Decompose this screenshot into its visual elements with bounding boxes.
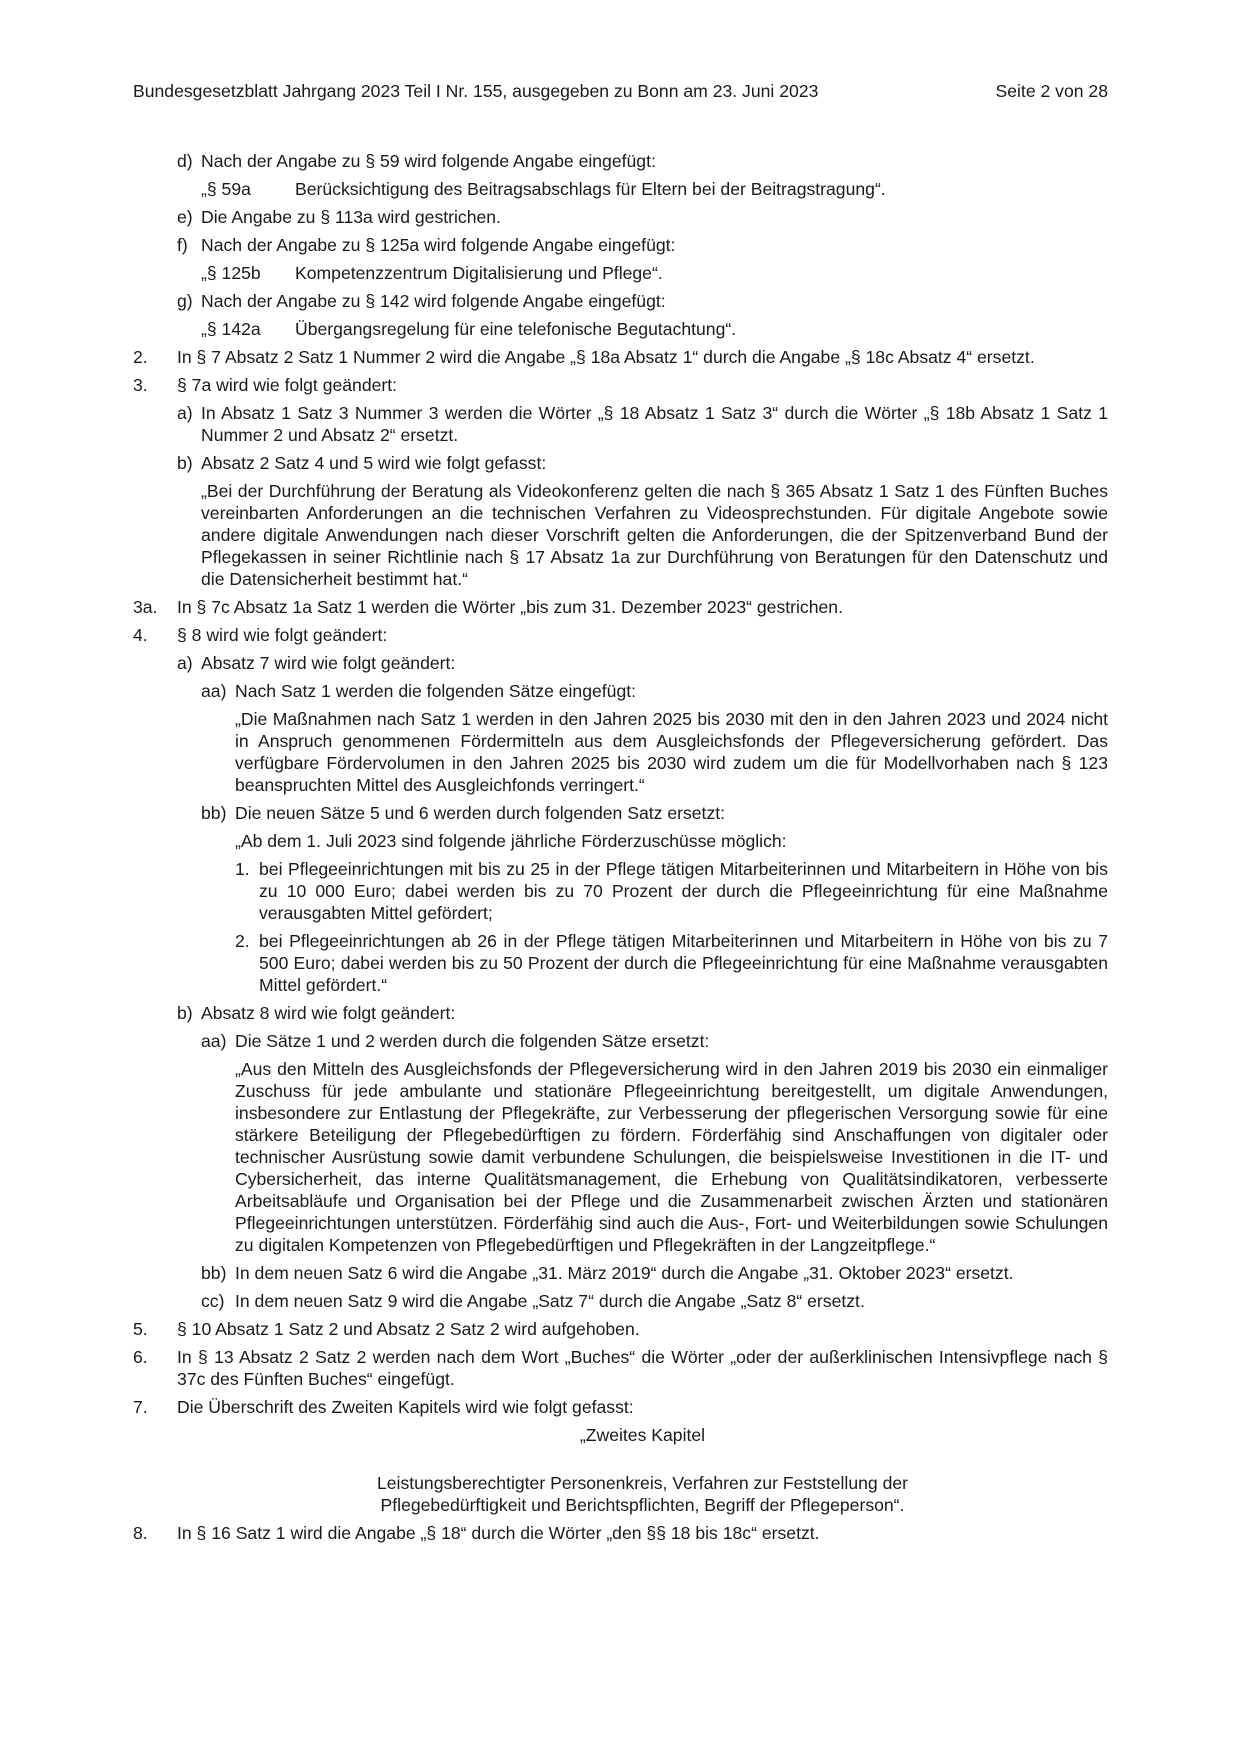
item-2: [133, 346, 1108, 368]
item-4b-aa: [133, 1030, 1108, 1052]
item-text: In § 7c Absatz 1a Satz 1 werden die Wörter „bis zum 31. Dezember 2023“ gestrichen.: [177, 597, 843, 617]
item-6: [133, 1346, 1108, 1390]
item-text: § 10 Absatz 1 Satz 2 und Absatz 2 Satz 2 wird aufgehoben.: [177, 1319, 640, 1339]
item-text: Absatz 2 Satz 4 und 5 wird wie folgt gefasst:: [201, 453, 547, 473]
toc-entry-142a: [133, 318, 1108, 340]
page-number: Seite 2 von 28: [995, 81, 1108, 101]
item-label: 4.: [133, 625, 148, 645]
item-label: e): [177, 207, 193, 227]
item-4a-bb: [133, 802, 1108, 824]
item-label: aa): [201, 681, 227, 701]
item-text: Nach der Angabe zu § 142 wird folgende Angabe eingefügt:: [201, 291, 666, 311]
item-text: bei Pflegeeinrichtungen mit bis zu 25 in der Pflege tätigen Mitarbeiterinnen und Mitarbeitern in Höhe von bis zu 10 000 Euro; dabei werden bis zu 70 Prozent der durch die Pflegeeinrichtung für eine Maßnahme verausgabten Mittel gefördert;: [259, 859, 1108, 923]
item-text: Die neuen Sätze 5 und 6 werden durch folgenden Satz ersetzt:: [235, 803, 726, 823]
item-label: 7.: [133, 1397, 148, 1417]
item-e: [133, 206, 1108, 228]
item-label: aa): [201, 1031, 227, 1051]
item-4: [133, 624, 1108, 646]
chapter-title-line: Leistungsberechtigter Personenkreis, Verfahren zur Feststellung der: [376, 1473, 909, 1493]
item-text: Nach der Angabe zu § 125a wird folgende Angabe eingefügt:: [201, 235, 676, 255]
document-body: [133, 150, 1108, 1544]
item-3a-top: [133, 596, 1108, 618]
item-4a: [133, 652, 1108, 674]
item-text: § 7a wird wie folgt geändert:: [177, 375, 398, 395]
header-title: Bundesgesetzblatt Jahrgang 2023 Teil I Nr. 155, ausgegeben zu Bonn am 23. Juni 2023: [133, 81, 819, 101]
item-text: Nach der Angabe zu § 59 wird folgende Angabe eingefügt:: [201, 151, 656, 171]
item-label: d): [177, 151, 193, 171]
item-f: [133, 234, 1108, 256]
chapter-title-line: Pflegebedürftigkeit und Berichtspflichten, Begriff der Pflegeperson“.: [380, 1495, 905, 1515]
item-text: In § 7 Absatz 2 Satz 1 Nummer 2 wird die Angabe „§ 18a Absatz 1“ durch die Angabe „§ 18c Absatz 4“ ersetzt.: [177, 347, 1035, 367]
item-label: bb): [201, 1263, 227, 1283]
item-text: § 8 wird wie folgt geändert:: [177, 625, 388, 645]
item-text: Absatz 8 wird wie folgt geändert:: [201, 1003, 456, 1023]
item-4a-aa: [133, 680, 1108, 702]
toc-title: Berücksichtigung des Beitragsabschlags für Eltern bei der Beitragstragung“.: [295, 179, 886, 199]
item-3: [133, 374, 1108, 396]
item-7: [133, 1396, 1108, 1418]
quote-block: „Aus den Mitteln des Ausgleichsfonds der Pflegeversicherung wird in den Jahren 2019 bis 2030 ein einmaliger Zuschuss für jede ambulante und stationäre Pflegeeinrichtung bereitgestellt, um digitale Anwendungen, insbesondere zur Entlastung der Pflegekräfte, zur Verbesserung der pflegerischen Versorgung sowie für eine stärkere Beteiligung der Pflegebedürftigen zu fördern. Förderfähig sind Anschaffungen von digitaler oder technischer Ausrüstung sowie damit verbundene Schulungen, die beispielsweise Investitionen in die IT- und Cybersicherheit, das interne Qualitätsmanagement, die Erhebung von Qualitätsindikatoren, verbesserte Arbeitsabläufe und Organisation bei der Pflege und die Zusammenarbeit zwischen Ärzten und stationären Pflegeeinrichtungen unterstützen. Förderfähig sind auch die Aus-, Fort- und Weiterbildungen sowie Schulungen zu digitalen Kompetenzen von Pflegebedürftigen und Pflegekräften in der Langzeitpflege.“: [235, 1059, 1108, 1255]
item-5: [133, 1318, 1108, 1340]
quote-block: „Ab dem 1. Juli 2023 sind folgende jährliche Förderzuschüsse möglich:: [235, 831, 787, 851]
item-label: 3.: [133, 375, 148, 395]
item-label: f): [177, 235, 188, 255]
item-text: In Absatz 1 Satz 3 Nummer 3 werden die Wörter „§ 18 Absatz 1 Satz 3“ durch die Wörter „§ 18b Absatz 1 Satz 1 Nummer 2 und Absatz 2“ ersetzt.: [201, 403, 1108, 445]
item-label: 1.: [235, 859, 250, 879]
quote-block: „Die Maßnahmen nach Satz 1 werden in den Jahren 2025 bis 2030 mit den in den Jahren 2023 und 2024 nicht in Anspruch genommenen Fördermitteln aus dem Ausgleichsfonds der Pflegeversicherung gefördert. Das verfügbare Fördervolumen in den Jahren 2025 bis 2030 wird zudem um die für Modellvorhaben nach § 123 beanspruchten Mittel des Ausgleichfonds verringert.“: [235, 709, 1108, 795]
item-text: Absatz 7 wird wie folgt geändert:: [201, 653, 456, 673]
item-label: a): [177, 653, 193, 673]
item-label: bb): [201, 803, 227, 823]
toc-code: „§ 142a: [201, 319, 261, 339]
item-label: 3a.: [133, 597, 158, 617]
toc-code: „§ 125b: [201, 263, 261, 283]
item-label: cc): [201, 1291, 225, 1311]
item-label: a): [177, 403, 193, 423]
item-8: [133, 1522, 1108, 1544]
toc-entry-125b: [133, 262, 1108, 284]
item-label: b): [177, 453, 193, 473]
item-label: 8.: [133, 1523, 148, 1543]
item-3a: [133, 402, 1108, 446]
item-label: g): [177, 291, 193, 311]
item-text: In § 13 Absatz 2 Satz 2 werden nach dem Wort „Buches“ die Wörter „oder der außerklinischen Intensivpflege nach § 37c des Fünften Buches“ eingefügt.: [177, 1347, 1108, 1389]
item-text: In dem neuen Satz 9 wird die Angabe „Satz 7“ durch die Angabe „Satz 8“ ersetzt.: [235, 1291, 865, 1311]
item-text: Die Überschrift des Zweiten Kapitels wird wie folgt gefasst:: [177, 1397, 634, 1417]
item-text: In § 16 Satz 1 wird die Angabe „§ 18“ durch die Wörter „den §§ 18 bis 18c“ ersetzt.: [177, 1523, 820, 1543]
chapter-heading: „Zweites Kapitel: [579, 1425, 706, 1445]
item-label: 5.: [133, 1319, 148, 1339]
item-text: Nach Satz 1 werden die folgenden Sätze eingefügt:: [235, 681, 637, 701]
item-4b: [133, 1002, 1108, 1024]
page-header: [133, 80, 1108, 102]
toc-entry-59a: [133, 178, 1108, 200]
quote-block: „Bei der Durchführung der Beratung als Videokonferenz gelten die nach § 365 Absatz 1 Satz 1 des Fünften Buches vereinbarten Anforderungen an die technischen Verfahren zu Videosprechstunden. Für digitale Angebote sowie andere digitale Anwendungen nach dieser Vorschrift gelten die Anforderungen, die der Spitzenverband Bund der Pflegekassen in seiner Richtlinie nach § 17 Absatz 1a zur Durchführung von Beratungen für den Datenschutz und die Datensicherheit bestimmt hat.“: [201, 481, 1108, 589]
item-label: 2.: [235, 931, 250, 951]
item-text: In dem neuen Satz 6 wird die Angabe „31. März 2019“ durch die Angabe „31. Oktober 2023“ ersetzt.: [235, 1263, 1014, 1283]
item-text: Die Sätze 1 und 2 werden durch die folgenden Sätze ersetzt:: [235, 1031, 710, 1051]
item-label: 2.: [133, 347, 148, 367]
item-g: [133, 290, 1108, 312]
quote-item-1: [133, 858, 1108, 924]
chapter-title: [133, 1472, 1108, 1516]
toc-title: Übergangsregelung für eine telefonische Begutachtung“.: [295, 319, 737, 339]
item-label: b): [177, 1003, 193, 1023]
item-3b: [133, 452, 1108, 474]
item-d: [133, 150, 1108, 172]
item-4b-bb: [133, 1262, 1108, 1284]
item-label: 6.: [133, 1347, 148, 1367]
toc-code: „§ 59a: [201, 179, 251, 199]
item-4b-cc: [133, 1290, 1108, 1312]
toc-title: Kompetenzzentrum Digitalisierung und Pflege“.: [295, 263, 663, 283]
item-text: bei Pflegeeinrichtungen ab 26 in der Pflege tätigen Mitarbeiterinnen und Mitarbeitern in Höhe von bis zu 7 500 Euro; dabei werden bis zu 50 Prozent der durch die Pflegeeinrichtung für eine Maßnahme verausgabten Mittel gefördert.“: [259, 931, 1108, 995]
item-text: Die Angabe zu § 113a wird gestrichen.: [201, 207, 501, 227]
quote-item-2: [133, 930, 1108, 996]
